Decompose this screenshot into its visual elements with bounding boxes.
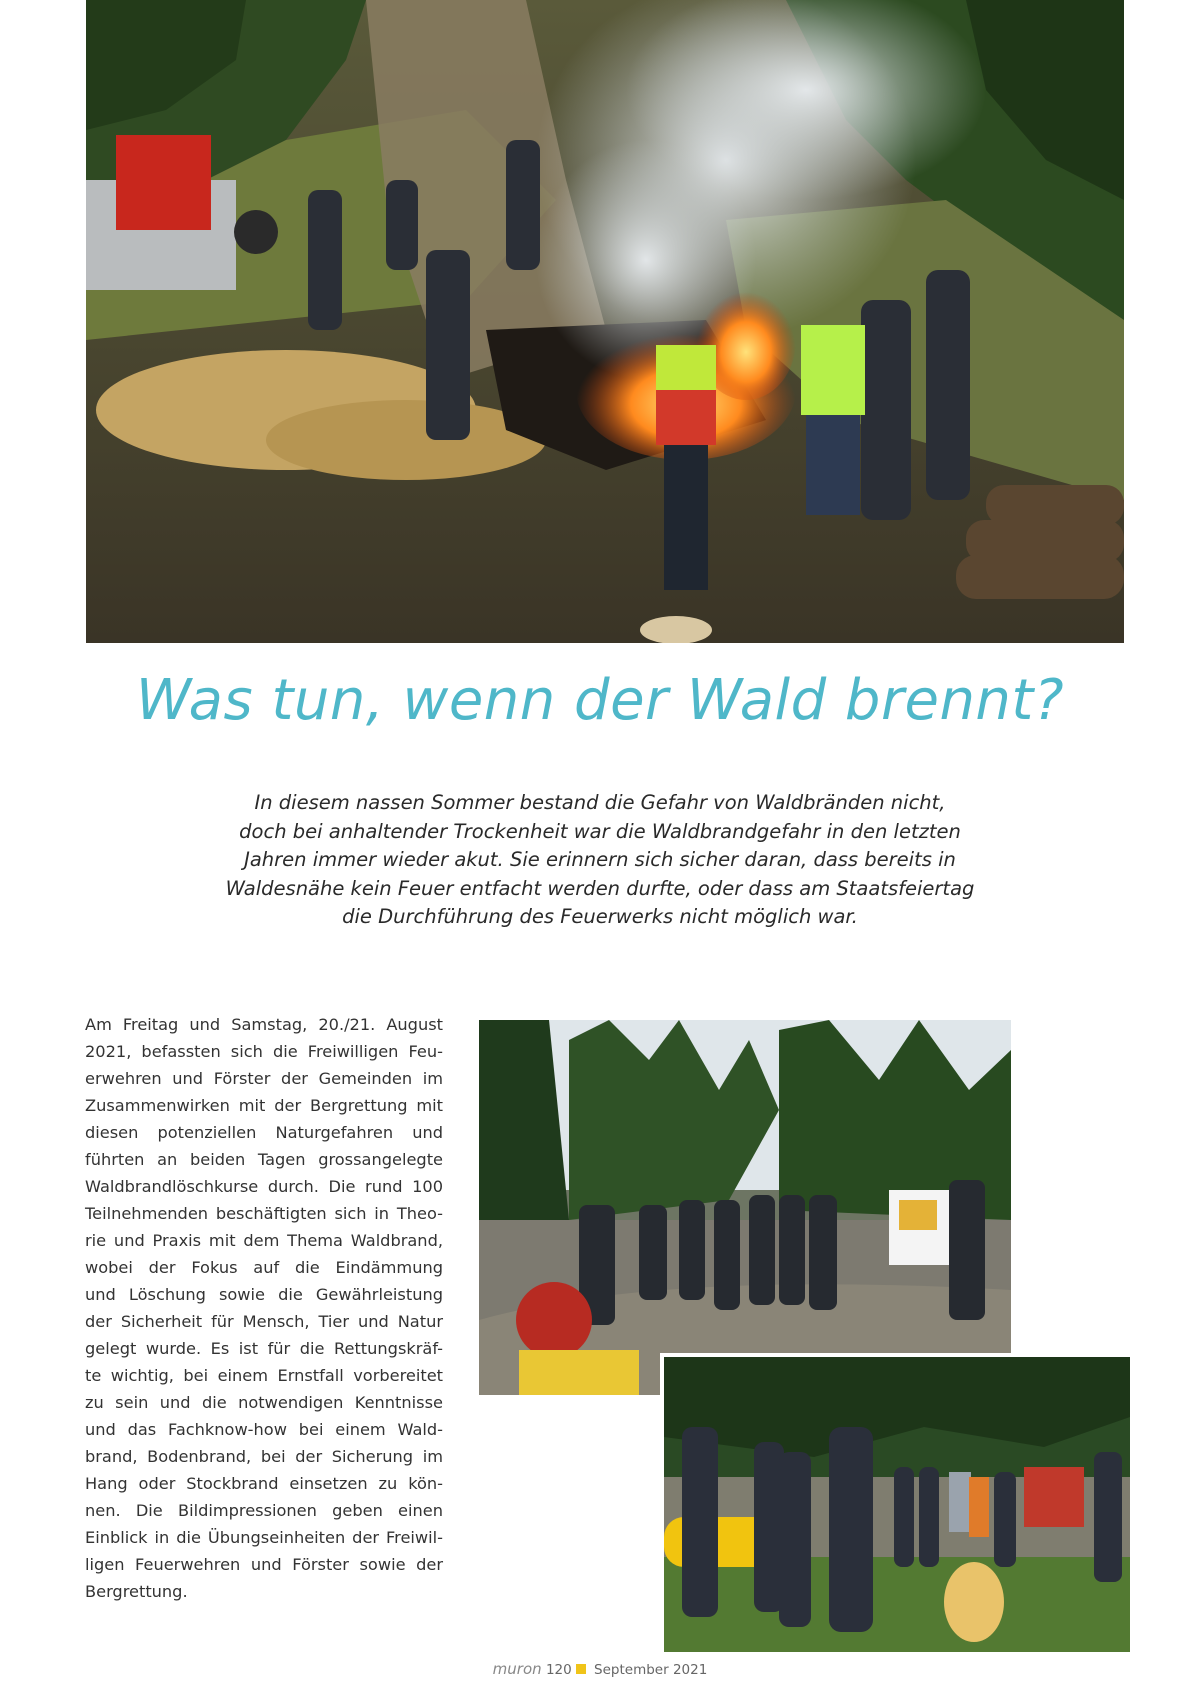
- article-title: Was tun, wenn der Wald brennt?: [135, 668, 1065, 733]
- article-body: [85, 1011, 443, 1605]
- photo-group-forest-road: [479, 1020, 1011, 1395]
- body-line: Hang oder Stockbrand einsetzen zu kön-: [85, 1474, 443, 1493]
- lead-line: Jahren immer wieder akut. Sie erinnern sich sicher daran, dass bereits in: [244, 848, 956, 871]
- body-line: erwehren und Förster der Gemeinden im: [85, 1069, 443, 1088]
- magazine-name: muron: [492, 1660, 542, 1678]
- photo-briefing-circle: [660, 1353, 1134, 1656]
- body-line: te wichtig, bei einem Ernstfall vorbereitet: [85, 1366, 443, 1385]
- body-line: Einblick in die Übungseinheiten der Freiwil-: [85, 1528, 443, 1547]
- body-line: Am Freitag und Samstag, 20./21. August: [85, 1015, 443, 1034]
- body-line: zu sein und die notwendigen Kenntnisse: [85, 1393, 443, 1412]
- body-line: gelegt wurde. Es ist für die Rettungskräf-: [85, 1339, 443, 1358]
- body-line: und das Fachknow-how bei einem Wald-: [85, 1420, 443, 1439]
- article-lead: [200, 789, 1000, 932]
- body-line: wobei der Fokus auf die Eindämmung: [85, 1258, 443, 1277]
- lead-line: die Durchführung des Feuerwerks nicht möglich war.: [342, 905, 858, 928]
- body-line: nen. Die Bildimpressionen geben einen: [85, 1501, 443, 1520]
- lead-line: doch bei anhaltender Trockenheit war die Waldbrandgefahr in den letzten: [239, 819, 961, 843]
- page-footer: [0, 1660, 1200, 1678]
- body-line: 2021, befassten sich die Freiwilligen Feu-: [85, 1042, 443, 1061]
- body-line: ligen Feuerwehren und Förster sowie der: [85, 1555, 443, 1574]
- body-line: rie und Praxis mit dem Thema Waldbrand,: [85, 1231, 443, 1250]
- issue-date: September 2021: [594, 1662, 708, 1678]
- body-line: diesen potenziellen Naturgefahren und: [85, 1123, 443, 1142]
- hero-photo-forest-fire: [86, 0, 1124, 643]
- body-line: Zusammenwirken mit der Bergrettung mit: [85, 1096, 443, 1115]
- body-line: Bergrettung.: [85, 1582, 188, 1601]
- lead-line: In diesem nassen Sommer bestand die Gefahr von Waldbränden nicht,: [254, 791, 946, 814]
- body-line: führten an beiden Tagen grossangelegte: [85, 1150, 443, 1169]
- body-line: Teilnehmenden beschäftigten sich in Theo-: [85, 1204, 443, 1223]
- body-line: und Löschung sowie die Gewährleistung: [85, 1285, 443, 1304]
- issue-number: 120: [545, 1662, 572, 1678]
- body-line: Waldbrandlöschkurse durch. Die rund 100: [85, 1177, 443, 1196]
- separator-square-icon: [576, 1664, 586, 1674]
- body-line: der Sicherheit für Mensch, Tier und Natur: [85, 1312, 443, 1331]
- body-line: brand, Bodenbrand, bei der Sicherung im: [85, 1447, 443, 1466]
- lead-line: Waldesnähe kein Feuer entfacht werden durfte, oder dass am Staatsfeiertag: [225, 876, 975, 900]
